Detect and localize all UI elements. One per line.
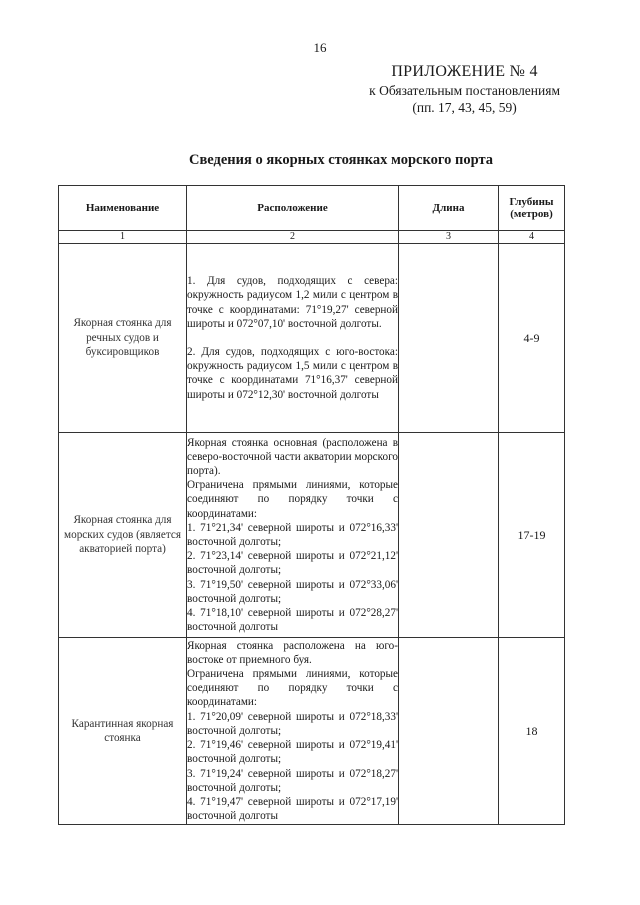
appendix-line-2: (пп. 17, 43, 45, 59)	[412, 100, 517, 115]
location-paragraph: 4. 71°18,10' северной широты и 072°28,27' восточной долготы	[187, 607, 398, 634]
location-paragraph: 3. 71°19,50' северной широты и 072°33,06' восточной долготы;	[187, 578, 398, 605]
column-number: 3	[399, 231, 499, 244]
table-row	[59, 244, 565, 433]
header-length: Длина	[399, 186, 499, 231]
header-name: Наименование	[59, 186, 187, 231]
table-number-row	[59, 231, 565, 244]
anchorage-location	[187, 433, 399, 638]
column-number: 4	[499, 231, 565, 244]
location-paragraph: Якорная стоянка основная (расположена в северо-восточной части акватории морского порта).	[187, 436, 398, 477]
anchorage-location	[187, 244, 399, 433]
location-paragraph: 2. 71°23,14' северной широты и 072°21,12' восточной долготы;	[187, 550, 398, 577]
anchorage-name: Якорная стоянка для морских судов (является акваторией порта)	[59, 433, 187, 638]
table-header-row	[59, 186, 565, 231]
column-number: 1	[59, 231, 187, 244]
anchorage-table	[58, 185, 565, 825]
anchorage-length	[399, 433, 499, 638]
anchorage-name: Карантинная якорная стоянка	[59, 638, 187, 825]
header-depth: Глубины (метров)	[499, 186, 565, 231]
location-paragraph: 3. 71°19,24' северной широты и 072°18,27' восточной долготы;	[187, 767, 398, 794]
anchorage-depth: 4-9	[499, 244, 565, 433]
column-number: 2	[187, 231, 399, 244]
location-paragraph: 2. Для судов, подходящих с юго-востока: окружность радиусом 1,5 мили с центром в точке с координатами 71°16,37' северной широты и 072°12,30' восточной долготы	[187, 346, 398, 401]
location-paragraph: 1. Для судов, подходящих с севера: окружность радиусом 1,2 мили с центром в точке с координатами: 71°19,27' северной широты и 072°07,10' восточной долготы.	[187, 275, 398, 330]
location-paragraph: Ограничена прямыми линиями, которые соединяют по порядку точки с координатами:	[187, 479, 398, 520]
header-location: Расположение	[187, 186, 399, 231]
location-paragraph: 1. 71°21,34' северной широты и 072°16,33' восточной долготы;	[187, 521, 398, 548]
anchorage-name: Якорная стоянка для речных судов и буксировщиков	[59, 244, 187, 433]
location-paragraph: Ограничена прямыми линиями, которые соединяют по порядку точки с координатами:	[187, 668, 398, 709]
location-paragraph: Якорная стоянка расположена на юго-востоке от приемного буя.	[187, 639, 398, 666]
appendix-line-1: к Обязательным постановлениям	[369, 83, 560, 98]
anchorage-depth: 18	[499, 638, 565, 825]
location-paragraph: 4. 71°19,47' северной широты и 072°17,19' восточной долготы	[187, 795, 398, 823]
location-paragraph: 2. 71°19,46' северной широты и 072°19,41' восточной долготы;	[187, 739, 398, 766]
location-paragraph: 1. 71°20,09' северной широты и 072°18,33' восточной долготы;	[187, 710, 398, 737]
anchorage-depth: 17-19	[499, 433, 565, 638]
appendix-title: ПРИЛОЖЕНИЕ № 4	[391, 63, 538, 80]
document-title: Сведения о якорных стоянках морского порта	[188, 152, 494, 168]
anchorage-length	[399, 244, 499, 433]
table-row	[59, 433, 565, 638]
appendix-block	[369, 62, 560, 116]
page-number: 16	[313, 40, 327, 55]
anchorage-length	[399, 638, 499, 825]
table-row	[59, 638, 565, 825]
anchorage-location	[187, 638, 399, 825]
